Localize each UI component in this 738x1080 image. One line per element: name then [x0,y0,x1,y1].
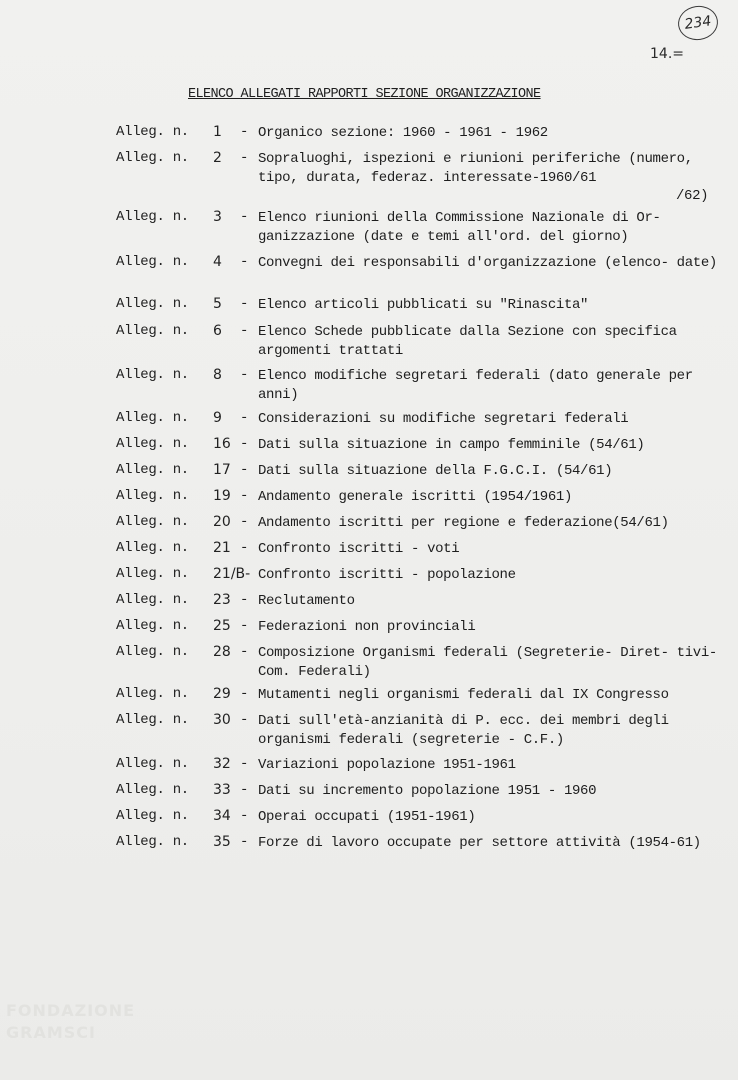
document-title: ELENCO ALLEGATI RAPPORTI SEZIONE ORGANIZZAZIONE [188,87,541,102]
attachment-number: 16 [213,436,231,452]
dash-separator: - [240,209,249,225]
dash-separator: - [240,644,249,660]
attachment-description: Operai occupati (1951-1961) [258,809,476,825]
attachment-label [116,124,241,140]
attachment-label [116,566,251,582]
attachment-number: 30 [213,712,231,728]
attachment-number: 5 [213,296,222,312]
attachment-number: 19 [213,488,231,504]
dash-separator: - [240,150,249,166]
dash-separator: - [240,756,249,772]
attachment-prefix: Alleg. n. [116,514,189,530]
attachment-number: 32 [213,756,231,772]
attachment-prefix: Alleg. n. [116,540,189,556]
dash-separator: - [240,124,249,140]
dash-separator: - [240,488,249,504]
dash-separator: - [240,436,249,452]
attachment-label [116,712,241,728]
attachment-number: 33 [213,782,231,798]
page-number: 14.= [650,46,684,62]
attachment-prefix: Alleg. n. [116,618,189,634]
dash-separator: - [240,834,249,850]
attachment-number: 8 [213,367,222,383]
attachment-description: Reclutamento [258,593,355,609]
attachment-number: 6 [213,323,222,339]
attachment-label [116,462,241,478]
attachment-label [116,296,241,312]
dash-separator: - [240,808,249,824]
attachment-number: 28 [213,644,231,660]
attachment-prefix: Alleg. n. [116,592,189,608]
attachment-number: 29 [213,686,231,702]
attachment-label [116,410,241,426]
attachment-prefix: Alleg. n. [116,462,189,478]
attachment-label [116,323,241,339]
watermark-line-1: FONDAZIONE [6,1001,136,1020]
attachment-prefix: Alleg. n. [116,712,189,728]
attachment-prefix: Alleg. n. [116,644,189,660]
watermark-line-2: GRAMSCI [6,1023,96,1042]
attachment-label [116,150,241,166]
attachment-number: 34 [213,808,231,824]
dash-separator: - [240,514,249,530]
attachment-description: Elenco articoli pubblicati su "Rinascita" [258,297,589,313]
dash-separator: - [240,592,249,608]
attachment-number: 17 [213,462,231,478]
attachment-label [116,756,241,772]
attachment-prefix: Alleg. n. [116,296,189,312]
attachment-label [116,592,241,608]
attachment-prefix: Alleg. n. [116,323,189,339]
attachment-description: Elenco riunioni della Commissione Nazionale di Or- ganizzazione (date e temi all'ord. del giorno) [258,210,661,245]
dash-separator: - [240,323,249,339]
attachment-prefix: Alleg. n. [116,124,189,140]
attachment-prefix: Alleg. n. [116,566,189,582]
attachment-prefix: Alleg. n. [116,436,189,452]
attachment-number: 1 [213,124,222,140]
attachment-number: 2 [213,150,222,166]
attachment-description: Sopraluoghi, ispezioni e riunioni periferiche (numero, tipo, durata, federaz. interessate-1960/61 [258,151,693,186]
attachment-description: Confronto iscritti - voti [258,541,460,557]
dash-separator: - [240,367,249,383]
attachment-prefix: Alleg. n. [116,756,189,772]
dash-separator: - [240,296,249,312]
attachment-description: Organico sezione: 1960 - 1961 - 1962 [258,125,548,141]
archive-stamp: 234 [676,3,720,42]
attachment-description: Considerazioni su modifiche segretari federali [258,411,629,427]
attachment-label [116,540,241,556]
attachment-description: Mutamenti negli organismi federali dal IX Congresso [258,687,669,703]
dash-separator: - [240,712,249,728]
attachment-prefix: Alleg. n. [116,254,189,270]
attachment-description: Andamento generale iscritti (1954/1961) [258,489,573,505]
dash-separator: - [240,686,249,702]
attachment-number: 35 [213,834,231,850]
attachment-prefix: Alleg. n. [116,410,189,426]
attachment-prefix: Alleg. n. [116,782,189,798]
dash-separator: - [240,410,249,426]
attachment-prefix: Alleg. n. [116,808,189,824]
attachment-number: 25 [213,618,231,634]
attachment-number: 9 [213,410,222,426]
attachment-label [116,514,241,530]
attachment-description: Composizione Organismi federali (Segreterie- Diret- tivi-Com. Federali) [258,645,717,680]
attachment-description: Andamento iscritti per regione e federazione(54/61) [258,515,669,531]
attachment-description: Dati sull'età-anzianità di P. ecc. dei membri degli organismi federali (segreterie - C.F.) [258,713,669,748]
attachment-prefix: Alleg. n. [116,209,189,225]
attachment-label [116,618,241,634]
attachment-number: 4 [213,254,222,270]
attachment-number: 21/B- [213,566,251,582]
attachment-label [116,254,241,270]
attachment-description: Elenco modifiche segretari federali (dato generale per anni) [258,368,693,403]
attachment-number: 3 [213,209,222,225]
attachment-description: Dati su incremento popolazione 1951 - 1960 [258,783,597,799]
attachment-number: 21 [213,540,231,556]
attachment-description: Elenco Schede pubblicate dalla Sezione con specifica argomenti trattati [258,324,677,359]
attachment-label [116,808,241,824]
watermark [6,1000,135,1044]
attachment-label [116,686,241,702]
attachment-description: Convegni dei responsabili d'organizzazione (elenco- date) [258,255,717,271]
attachment-prefix: Alleg. n. [116,367,189,383]
attachment-label [116,209,241,225]
attachment-number: 23 [213,592,231,608]
attachment-description: Confronto iscritti - popolazione [258,567,516,583]
attachment-description: Dati sulla situazione della F.G.C.I. (54/61) [258,463,613,479]
attachment-prefix: Alleg. n. [116,488,189,504]
dash-separator: - [240,254,249,270]
attachment-description: Variazioni popolazione 1951-1961 [258,757,516,773]
dash-separator: - [240,782,249,798]
attachment-label [116,367,241,383]
dash-separator: - [240,462,249,478]
attachment-description: Forze di lavoro occupate per settore attività (1954-61) [258,835,701,851]
attachment-prefix: Alleg. n. [116,150,189,166]
attachment-description: Dati sulla situazione in campo femminile (54/61) [258,437,645,453]
attachment-prefix: Alleg. n. [116,834,189,850]
attachment-label [116,834,241,850]
description-continuation: /62) [676,188,709,204]
attachment-description: Federazioni non provinciali [258,619,476,635]
attachment-label [116,782,241,798]
attachment-label [116,644,241,660]
attachment-label [116,488,241,504]
attachment-number: 20 [213,514,231,530]
dash-separator: - [240,618,249,634]
dash-separator: - [240,540,249,556]
attachment-label [116,436,241,452]
attachment-prefix: Alleg. n. [116,686,189,702]
